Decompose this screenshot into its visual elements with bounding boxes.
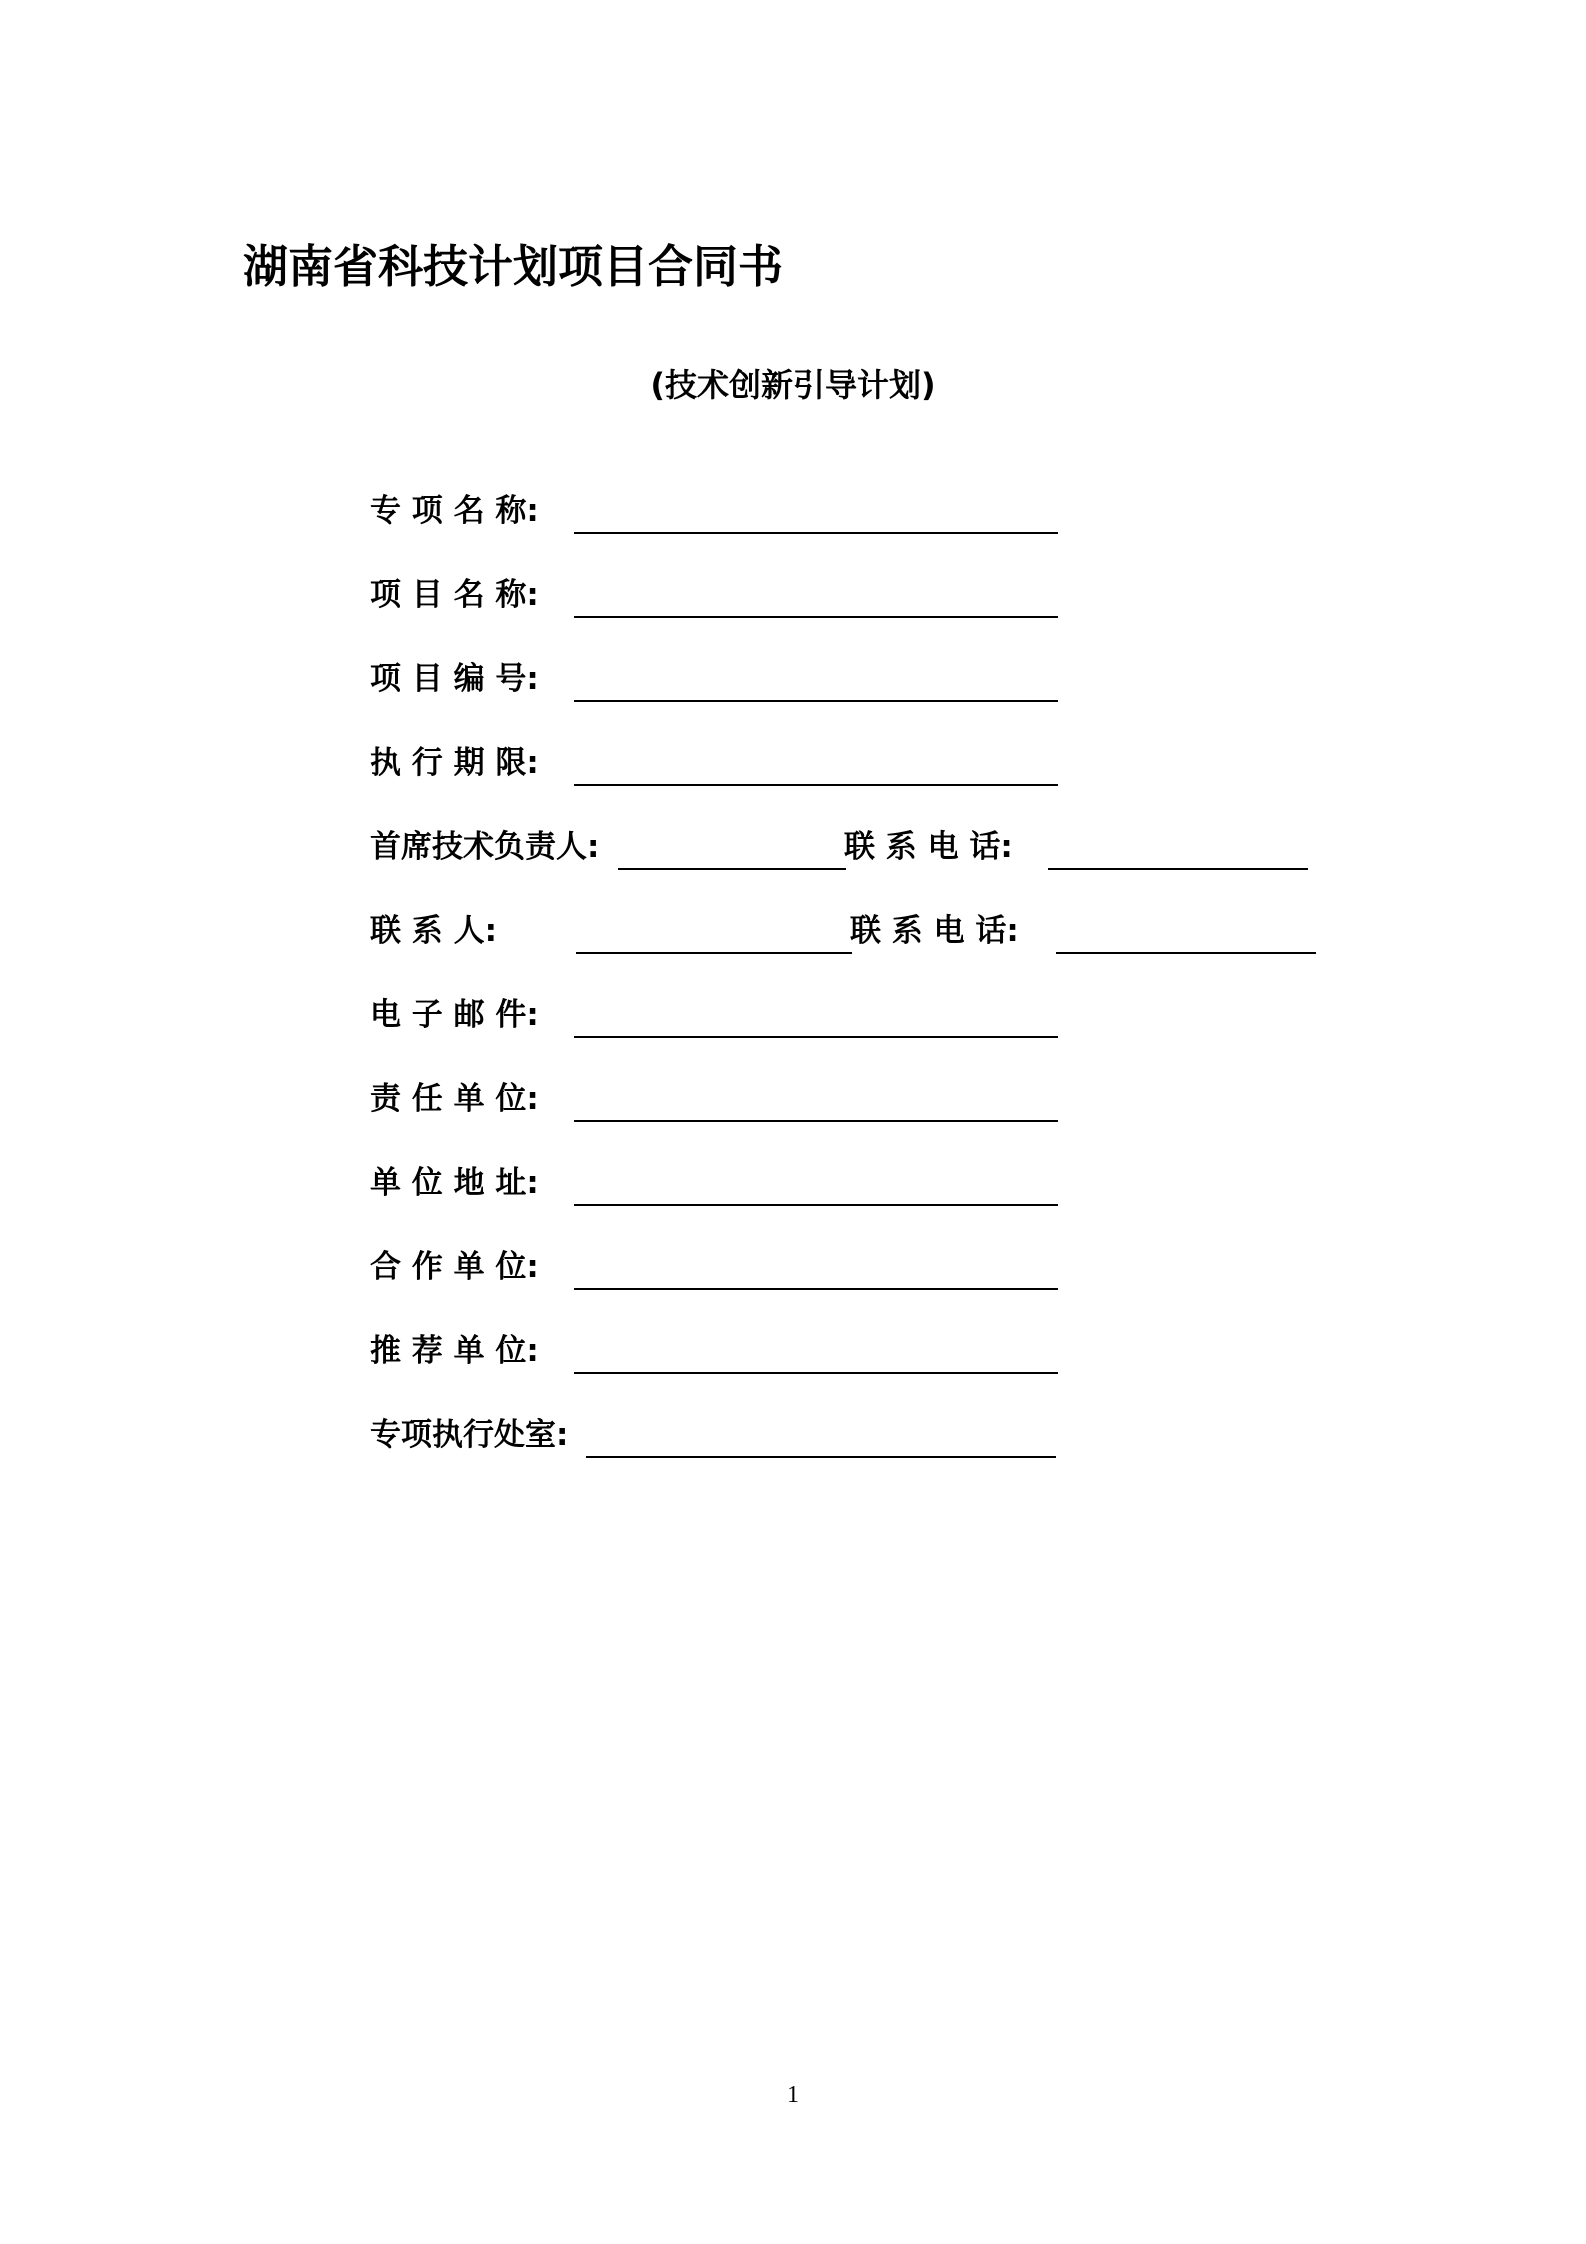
- project-name-input-line[interactable]: [574, 616, 1058, 618]
- field-execution-period: [370, 730, 1060, 786]
- field-contact-person: [370, 898, 850, 954]
- field-label: 单 位 地 址:: [370, 1165, 539, 1201]
- field-contact-phone-1: [844, 814, 1314, 870]
- field-label: 执 行 期 限:: [370, 745, 539, 781]
- field-label: 专项执行处室:: [370, 1417, 569, 1453]
- field-label: 责 任 单 位:: [370, 1081, 539, 1117]
- contact-phone-2-input-line[interactable]: [1056, 952, 1316, 954]
- execution-office-input-line[interactable]: [586, 1456, 1056, 1458]
- partner-unit-input-line[interactable]: [574, 1288, 1058, 1290]
- field-project-number: [370, 646, 1060, 702]
- field-label: 推 荐 单 位:: [370, 1333, 539, 1369]
- field-special-project-name: [370, 478, 1060, 534]
- field-recommending-unit: [370, 1318, 1060, 1374]
- page-title: 湖南省科技计划项目合同书: [243, 240, 784, 293]
- field-label: 联 系 电 话:: [850, 913, 1019, 949]
- field-contact-phone-2: [850, 898, 1320, 954]
- contact-person-input-line[interactable]: [576, 952, 852, 954]
- field-email: [370, 982, 1060, 1038]
- field-label: 专 项 名 称:: [370, 493, 539, 529]
- field-label: 联 系 人:: [370, 913, 497, 949]
- execution-period-input-line[interactable]: [574, 784, 1058, 786]
- field-partner-unit: [370, 1234, 1060, 1290]
- recommending-unit-input-line[interactable]: [574, 1372, 1058, 1374]
- page-subtitle: (技术创新引导计划): [650, 366, 936, 404]
- page-number: 1: [787, 2082, 799, 2108]
- unit-address-input-line[interactable]: [574, 1204, 1058, 1206]
- field-responsible-unit: [370, 1066, 1060, 1122]
- field-project-name: [370, 562, 1060, 618]
- field-label: 联 系 电 话:: [844, 829, 1013, 865]
- field-label: 首席技术负责人:: [370, 829, 600, 865]
- field-unit-address: [370, 1150, 1060, 1206]
- special-project-name-input-line[interactable]: [574, 532, 1058, 534]
- field-chief-tech-lead: [370, 814, 850, 870]
- field-execution-office: [370, 1402, 1060, 1458]
- email-input-line[interactable]: [574, 1036, 1058, 1038]
- field-label: 项 目 编 号:: [370, 661, 539, 697]
- chief-tech-lead-input-line[interactable]: [618, 868, 846, 870]
- responsible-unit-input-line[interactable]: [574, 1120, 1058, 1122]
- contact-phone-1-input-line[interactable]: [1048, 868, 1308, 870]
- project-number-input-line[interactable]: [574, 700, 1058, 702]
- field-label: 项 目 名 称:: [370, 577, 539, 613]
- field-label: 合 作 单 位:: [370, 1249, 539, 1285]
- field-label: 电 子 邮 件:: [370, 997, 539, 1033]
